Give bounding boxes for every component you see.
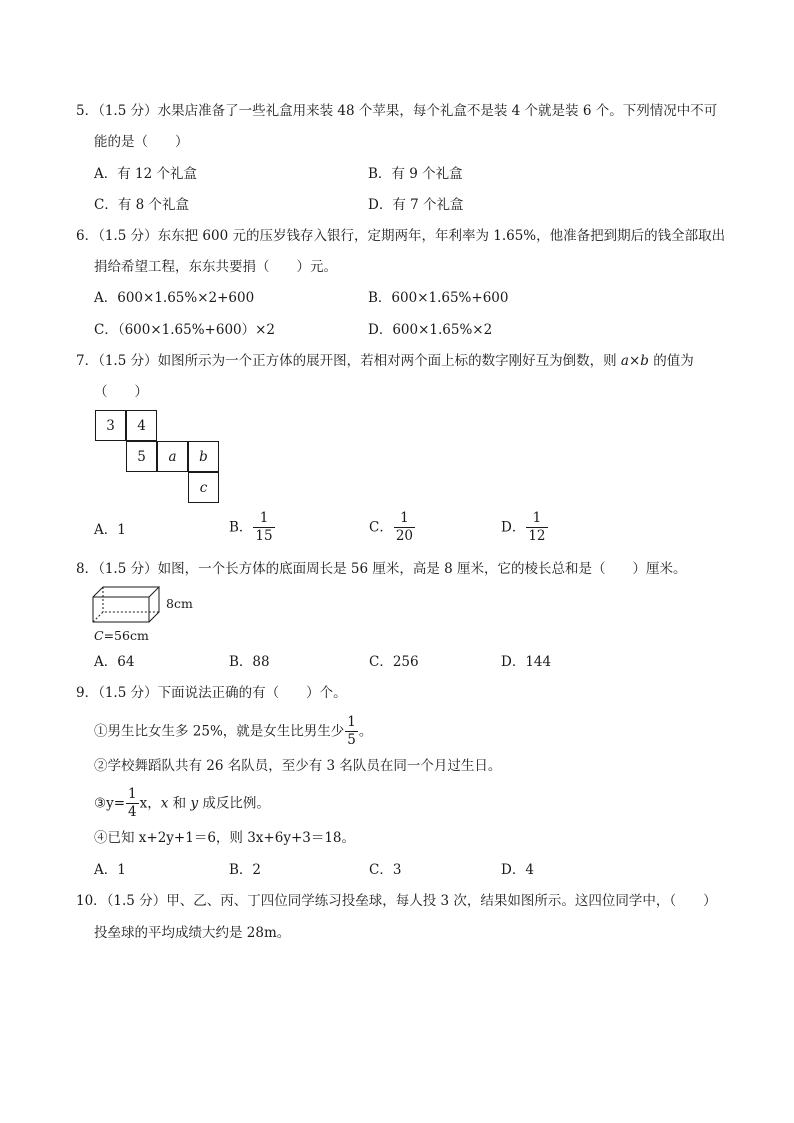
q6-option-d: D．600×1.65%×2 (368, 322, 493, 338)
perimeter-value: =56cm (103, 628, 149, 643)
q6-option-b: B．600×1.65%+600 (368, 290, 509, 306)
cuboid-front-face (93, 597, 149, 622)
q9-option-b: B．2 (229, 862, 262, 878)
q8-option-b: B．88 (229, 654, 270, 670)
q7-option-c-fraction (394, 512, 415, 543)
statement-text: ③y= (94, 795, 126, 812)
cuboid-perimeter-label (94, 626, 149, 646)
q6-option-c: C．（600×1.65%+600）×2 (94, 322, 276, 338)
q9-stem-line1: 9．（1.5 分）下面说法正确的有（ ）个。 (76, 685, 347, 701)
net-face-b: b (188, 441, 219, 472)
frac-num: 1 (394, 512, 415, 528)
q9-statement-3 (94, 788, 270, 819)
q7-option-b-label: B． (229, 519, 253, 536)
var-y: y (190, 795, 199, 812)
net-face-3: 3 (95, 410, 126, 441)
q8-option-a: A．64 (94, 654, 135, 670)
frac-den: 5 (347, 731, 356, 748)
q5-stem-line1: 5．（1.5 分）水果店准备了一些礼盒用来装 48 个苹果，每个礼盒不是装 4 个就是装 6 个。下列情况中不可 (76, 103, 718, 119)
q7-var-b: b (640, 353, 649, 369)
q9-option-a: A．1 (94, 862, 126, 878)
perimeter-symbol: C (94, 628, 104, 643)
q7-stem-line2: （ ） (94, 384, 148, 400)
q5-stem-line2: 能的是（ ） (94, 134, 189, 150)
q10-stem-line1: 10．（1.5 分）甲、乙、丙、丁四位同学练习投垒球，每人投 3 次，结果如图所示。这四位同学中，（ ） (76, 893, 717, 909)
q7-option-c (369, 512, 416, 543)
frac-den: 20 (395, 527, 414, 544)
q8-option-c: C．256 (369, 654, 419, 670)
q10-stem-line2: 投垒球的平均成绩大约是 28m。 (94, 925, 291, 941)
q7-var-a: a (620, 353, 629, 369)
q7-option-a: A．1 (94, 522, 126, 538)
q7-option-d-label: D． (501, 519, 526, 536)
frac-num: 1 (128, 786, 137, 802)
frac-den: 4 (128, 803, 137, 820)
net-face-4: 4 (126, 410, 157, 441)
q7-option-b (229, 512, 276, 543)
statement-end: 。 (358, 723, 373, 740)
q6-option-a: A．600×1.65%×2+600 (94, 290, 255, 306)
statement-end: 成反比例。 (198, 795, 270, 812)
frac-den: 15 (255, 527, 273, 544)
q6-stem-line1: 6．（1.5 分）东东把 600 元的压岁钱存入银行，定期两年，年利率为 1.65%，他准备把到期后的钱全部取出 (76, 228, 726, 244)
q6-stem-line2: 捐给希望工程，东东共要捐（ ）元。 (94, 259, 337, 275)
net-face-5: 5 (126, 441, 157, 472)
var-x: x (160, 795, 169, 812)
q8-stem-line1: 8．（1.5 分）如图，一个长方体的底面周长是 56 厘米，高是 8 厘米，它的棱长总和是（ ）厘米。 (76, 561, 687, 577)
q9-statement-4: ④已知 x+2y+1＝6，则 3x+6y+3＝18。 (94, 830, 356, 846)
statement-x: x， (139, 795, 161, 812)
q7-option-b-fraction (253, 512, 274, 543)
q7-option-c-label: C． (369, 519, 393, 536)
q9-option-c: C．3 (369, 862, 402, 878)
q5-option-d: D．有 7 个礼盒 (368, 197, 464, 213)
q7-stem-tail: 的值为 (648, 353, 694, 369)
q7-option-d (501, 512, 549, 543)
q9-option-d: D．4 (501, 862, 534, 878)
frac-den: 12 (528, 527, 546, 544)
q5-option-c: C．有 8 个礼盒 (94, 197, 190, 213)
q9-statement-2: ②学校舞蹈队共有 26 名队员，至少有 3 名队员在同一个月过生日。 (94, 758, 502, 774)
net-face-c: c (188, 472, 219, 503)
statement-and: 和 (168, 795, 191, 812)
q5-option-b: B．有 9 个礼盒 (368, 166, 463, 182)
statement-text: ①男生比女生多 25%，就是女生比男生少 (94, 723, 345, 740)
frac-num: 1 (253, 512, 274, 528)
q7-option-d-fraction (526, 512, 547, 543)
q5-option-a: A．有 12 个礼盒 (94, 166, 198, 182)
q7-stem-text: 7．（1.5 分）如图所示为一个正方体的展开图，若相对两个面上标的数字刚好互为倒数，则 (76, 353, 621, 369)
q9-statement-1 (94, 716, 372, 747)
q7-stem-line1 (76, 351, 694, 371)
q9-s1-fraction (345, 716, 358, 747)
cuboid-height-label: 8cm (166, 596, 193, 611)
frac-num: 1 (526, 512, 547, 528)
q9-s3-fraction (126, 788, 139, 819)
frac-num: 1 (347, 714, 356, 730)
q8-option-d: D．144 (501, 654, 552, 670)
q7-times: × (628, 353, 641, 369)
net-face-a: a (157, 441, 188, 472)
